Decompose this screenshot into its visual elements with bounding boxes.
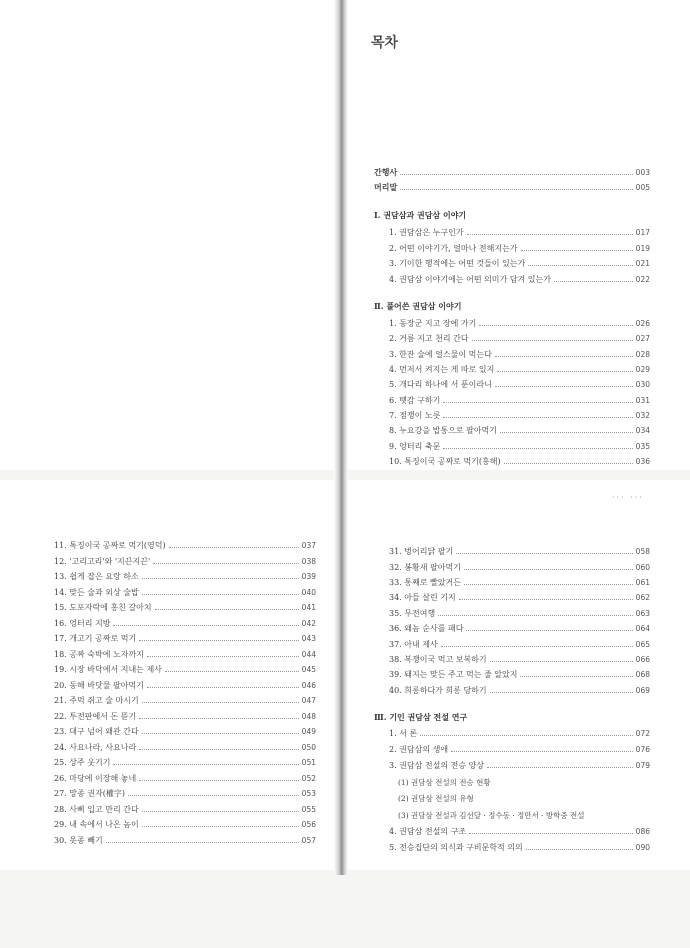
toc-entry-label: (1) 권담삼 전설의 전승 현황 [398,777,491,787]
toc-entry [389,256,650,272]
toc-entry [54,771,316,787]
toc-page-number: 056 [301,820,316,830]
toc-page-number: 037 [301,541,316,551]
toc-leader-dots [400,174,632,175]
toc-leader-dots [528,265,632,266]
toc-leader-dots [142,702,299,703]
toc-page-number: 026 [635,319,650,329]
toc-entry [389,725,650,741]
toc-entry-label: 20. 동해 바닷물 팔아먹기 [54,680,144,690]
toc-page-number: 063 [635,608,650,618]
toc-leader-dots [153,563,299,564]
toc-entry [389,347,650,362]
section-2-list-b [54,538,316,848]
toc-entry [389,241,650,257]
toc-page-number: 041 [301,603,316,613]
toc-entry [389,438,650,453]
toc-entry [389,225,650,241]
toc-leader-dots [106,842,299,843]
toc-entry-label: 간행사 [374,167,398,177]
toc-leader-dots [443,402,632,403]
toc-entry [389,758,650,774]
toc-page-number: 068 [635,670,650,680]
toc-entry-label: 29. 내 속에서 나온 놈이 [54,820,139,830]
toc-entry [389,423,650,438]
toc-page-number: 028 [635,349,650,359]
toc-entry [54,585,316,601]
toc-page-number: 072 [635,728,650,738]
toc-entry-label: 3. 기이한 행적에는 어떤 것들이 있는가 [389,259,526,269]
toc-entry [54,755,316,771]
toc-entry-label: 38. 복쟁이국 먹고 보복하기 [389,654,487,664]
toc-page-number: 079 [635,761,650,771]
toc-entry [389,362,650,377]
toc-entry-label: 5. 전승집단의 의식과 구비문학적 의의 [389,843,523,853]
scan-mark: ··· ··· [612,493,644,502]
toc-page-number: 042 [301,618,316,628]
toc-entry [389,590,650,605]
toc-entry [54,709,316,725]
toc-entry [389,774,650,790]
toc-entry-label: 7. 점쟁이 노릇 [389,410,441,420]
toc-entry-label: 1. 권담삼은 누구인가 [389,228,464,238]
toc-entry-label: 26. 마당에 이장해 놓네 [54,773,137,783]
toc-leader-dots [495,386,633,387]
toc-leader-dots [456,553,632,554]
toc-entry-label: 15. 도포자락에 홍친 갈아치 [54,603,152,613]
section-3-list [389,725,650,856]
toc-leader-dots [113,764,298,765]
toc-page-number: 022 [635,274,650,284]
toc-page-number: 031 [635,395,650,405]
toc-page-number: 064 [635,624,650,634]
toc-entry-label: 6. 뗏감 구하기 [389,395,441,405]
toc-leader-dots [479,325,632,326]
toc-page-number: 053 [301,789,316,799]
toc-entry [54,647,316,663]
toc-leader-dots [443,448,632,449]
toc-entry [54,616,316,632]
toc-leader-dots [521,250,633,251]
toc-leader-dots [420,735,632,736]
front-matter-list [374,165,650,195]
toc-leader-dots [139,718,298,719]
toc-leader-dots [497,371,632,372]
section-2-list-a [389,316,650,469]
toc-page-number: 051 [301,758,316,768]
toc-entry-label: 37. 아내 제사 [389,639,438,649]
toc-entry [374,180,650,195]
toc-entry [54,554,316,570]
toc-entry [54,538,316,554]
toc-page-number: 066 [635,654,650,664]
toc-page-number: 049 [301,727,316,737]
toc-entry [54,817,316,833]
toc-entry-label: (3) 권담삼 전설과 김선달 · 정수동 · 정만서 · 방학중 전설 [398,810,585,820]
toc-leader-dots [504,463,633,464]
toc-entry-label: 24. 사요나라, 사요나라 [54,742,137,752]
toc-page-number: 061 [635,577,650,587]
toc-entry [54,678,316,694]
toc-entry-label: (2) 권담삼 전설의 유형 [398,794,474,804]
toc-entry [54,833,316,849]
toc-page-number: 034 [635,426,650,436]
toc-leader-dots [495,356,633,357]
toc-entry-label: 머리말 [374,182,398,192]
toc-page-number: 065 [635,639,650,649]
toc-page-number: 057 [301,835,316,845]
toc-page-number: 030 [635,380,650,390]
toc-entry [389,575,650,590]
toc-leader-dots [443,417,632,418]
toc-entry [389,331,650,346]
toc-entry [54,724,316,740]
section-1-heading: Ⅰ. 권담삼과 권담삼 이야기 [374,210,467,220]
toc-entry [389,454,650,469]
section-2-heading: Ⅱ. 풀어쓴 권담삼 이야기 [374,301,462,311]
toc-page-number: 069 [635,685,650,695]
toc-entry [389,823,650,839]
toc-entry [389,791,650,807]
toc-entry-label: 19. 시장 바닥에서 지내는 제사 [54,665,162,675]
toc-page-number: 047 [301,696,316,706]
toc-page-number: 045 [301,665,316,675]
toc-page-number: 046 [301,680,316,690]
toc-entry-label: 3. 권담삼 전설의 전승 양상 [389,761,485,771]
toc-page-number: 035 [635,441,650,451]
toc-entry-label: 39. 돼지는 맞든 주고 먹는 줄 알았지 [389,670,518,680]
toc-leader-dots [139,780,298,781]
toc-entry-label: 23. 대구 넘어 왜관 간다 [54,727,139,737]
toc-page-number: 055 [301,804,316,814]
toc-leader-dots [487,767,633,768]
toc-entry [54,802,316,818]
toc-entry-label: 27. 망종 권자(權字) [54,789,125,799]
toc-entry-label: 1. 서 론 [389,728,418,738]
toc-entry-label: 14. 맞든 술과 외상 술밥 [54,587,139,597]
toc-leader-dots [500,432,633,433]
toc-leader-dots [142,594,299,595]
toc-leader-dots [467,234,633,235]
toc-page-number: 062 [635,593,650,603]
toc-entry-label: 31. 벙어리닭 팔기 [389,547,454,557]
toc-page-number: 032 [635,410,650,420]
toc-entry [374,165,650,180]
toc-entry [389,621,650,636]
toc-entry [389,408,650,423]
toc-page-number: 021 [635,259,650,269]
toc-page-number: 060 [635,562,650,572]
toc-leader-dots [142,578,299,579]
toc-leader-dots [155,609,299,610]
toc-entry [54,740,316,756]
toc-entry-label: 11. 톡징이국 공짜로 먹기(영덕) [54,541,166,551]
toc-entry-label: 36. 왜놈 순사를 패다 [389,624,464,634]
toc-page-number: 090 [635,843,650,853]
toc-entry [389,606,650,621]
toc-entry-label: 16. 엉터리 지방 [54,618,111,628]
toc-leader-dots [526,849,633,850]
toc-leader-dots [142,733,299,734]
toc-entry [389,559,650,574]
toc-page-number: 058 [635,547,650,557]
toc-page-number: 005 [635,183,650,192]
toc-entry-label: 25. 상주 웃기기 [54,758,111,768]
toc-leader-dots [469,833,633,834]
toc-entry-label: 1. 동장군 지고 장에 가기 [389,319,477,329]
toc-leader-dots [142,826,299,827]
toc-entry-label: 28. 사삐 입고 만리 간다 [54,804,139,814]
toc-entry-label: 21. 주먹 쥐고 술 마시기 [54,696,139,706]
toc-entry-label: 33. 통째로 빨았거든 [389,577,461,587]
toc-entry-label: 2. 어떤 이야기가, 얼마나 전해지는가 [389,243,518,253]
toc-entry [389,840,650,856]
toc-leader-dots [169,547,299,548]
toc-entry [54,786,316,802]
toc-entry [389,636,650,651]
toc-entry [54,631,316,647]
toc-page-number: 086 [635,827,650,837]
toc-entry [389,377,650,392]
toc-entry-label: 9. 엉터리 축문 [389,441,441,451]
toc-entry-label: 22. 투전판에서 돈 뜯기 [54,711,137,721]
toc-leader-dots [165,671,299,672]
toc-page-number: 050 [301,742,316,752]
toc-leader-dots [472,340,633,341]
toc-leader-dots [490,692,633,693]
toc-entry-label: 35. 무전여행 [389,608,436,618]
toc-leader-dots [139,749,298,750]
toc-leader-dots [459,599,633,600]
toc-leader-dots [142,811,299,812]
toc-entry [54,662,316,678]
toc-leader-dots [113,625,298,626]
toc-entry-label: 32. 봉황새 팔아먹기 [389,562,461,572]
toc-leader-dots [464,584,633,585]
book-spine-shadow [334,0,348,875]
toc-entry [54,569,316,585]
toc-entry [389,741,650,757]
toc-entry-label: 18. 공짜 숙박에 노자까지 [54,649,144,659]
toc-entry [54,600,316,616]
toc-entry [389,667,650,682]
toc-page-number: 076 [635,745,650,755]
toc-entry-label: 12. '고리고리'와 '지끈지끈' [54,556,151,566]
toc-entry-label: 8. 누요강을 밥통으로 팔아먹기 [389,426,497,436]
toc-entry-label: 2. 권담삼의 생애 [389,745,449,755]
toc-entry [389,683,650,698]
toc-page-number: 019 [635,243,650,253]
toc-leader-dots [139,640,298,641]
toc-page-number: 044 [301,649,316,659]
toc-leader-dots [400,189,632,190]
toc-page-number: 027 [635,334,650,344]
toc-entry-label: 34. 아들 살린 기지 [389,593,456,603]
toc-leader-dots [464,569,633,570]
toc-entry [389,544,650,559]
toc-entry-label: 4. 권담삼 전설의 구조 [389,827,467,837]
toc-leader-dots [147,656,299,657]
toc-leader-dots [520,676,632,677]
toc-entry [389,652,650,667]
toc-entry [389,807,650,823]
toc-entry [389,392,650,407]
toc-entry [389,272,650,288]
toc-leader-dots [554,281,633,282]
toc-entry-label: 10. 톡징이국 공짜로 먹기(홍해) [389,456,501,466]
toc-page-number: 003 [635,168,650,177]
toc-entry-label: 4. 권담삼 이야기에는 어떤 의미가 담겨 있는가 [389,274,551,284]
section-2-list-c [389,544,650,698]
toc-entry-label: 13. 쉽게 잡은 요랑 하소 [54,572,139,582]
toc-entry-label: 2. 거름 지고 천리 간다 [389,334,469,344]
toc-page-number: 039 [301,572,316,582]
toc-entry-label: 17. 개고기 공짜로 먹기 [54,634,137,644]
toc-page-number: 029 [635,365,650,375]
toc-entry-label: 5. 개다리 하나에 서 푼이라니 [389,380,492,390]
toc-leader-dots [147,687,299,688]
toc-entry [389,316,650,331]
toc-leader-dots [490,661,633,662]
section-1-list [389,225,650,287]
toc-entry-label: 3. 한잔 술에 얼스물이 먹는다 [389,349,492,359]
toc-page-number: 052 [301,773,316,783]
toc-page-number: 048 [301,711,316,721]
toc-leader-dots [466,630,632,631]
toc-entry [54,693,316,709]
blank-page-top-left [0,0,340,470]
toc-page-number: 017 [635,228,650,238]
toc-leader-dots [128,795,299,796]
toc-page-number: 036 [635,456,650,466]
toc-entry-label: 4. 먼저서 켜지는 게 따로 있지 [389,365,495,375]
toc-title: 목차 [371,35,399,51]
toc-page-number: 043 [301,634,316,644]
section-3-heading: Ⅲ. 기인 권담삼 전설 연구 [374,712,468,722]
toc-leader-dots [451,751,633,752]
toc-entry-label: 30. 못종 빼기 [54,835,103,845]
toc-entry-label: 40. 희롱하다가 희롱 당하기 [389,685,487,695]
toc-leader-dots [441,646,633,647]
toc-leader-dots [438,615,632,616]
toc-page-number: 038 [301,556,316,566]
toc-page-number: 040 [301,587,316,597]
